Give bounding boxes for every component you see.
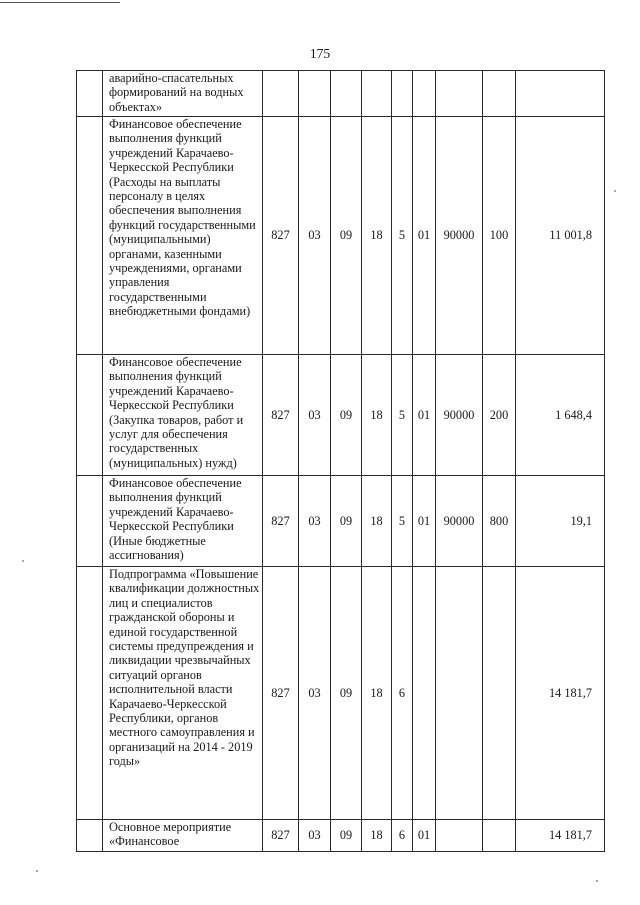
scan-speck — [614, 190, 616, 192]
blank-cell — [77, 820, 103, 852]
subsection-code: 09 — [331, 567, 362, 820]
subsection-code: 09 — [331, 117, 362, 355]
ministry-code: 827 — [263, 820, 299, 852]
blank-cell — [77, 355, 103, 476]
section-code: 03 — [299, 476, 331, 567]
amount: 1 648,4 — [516, 355, 605, 476]
main-event-code: 01 — [413, 476, 436, 567]
table-row — [77, 117, 605, 355]
expense-type-code — [483, 71, 516, 117]
blank-cell — [77, 117, 103, 355]
section-code: 03 — [299, 117, 331, 355]
subsection-code: 09 — [331, 355, 362, 476]
ministry-code — [263, 71, 299, 117]
direction-code: 90000 — [436, 117, 483, 355]
amount: 14 181,7 — [516, 567, 605, 820]
program-code — [362, 71, 392, 117]
direction-code: 90000 — [436, 476, 483, 567]
scan-speck — [22, 560, 24, 562]
table-row — [77, 71, 605, 117]
subprogram-code: 5 — [392, 117, 413, 355]
direction-code — [436, 567, 483, 820]
section-code: 03 — [299, 355, 331, 476]
budget-table — [76, 70, 605, 852]
program-code: 18 — [362, 476, 392, 567]
ministry-code: 827 — [263, 355, 299, 476]
main-event-code — [413, 71, 436, 117]
expense-type-code: 800 — [483, 476, 516, 567]
subsection-code — [331, 71, 362, 117]
amount: 14 181,7 — [516, 820, 605, 852]
table-row — [77, 355, 605, 476]
row-name: Финансовое обеспечение выполнения функций учреждений Карачаево-Черкесской Республики (Иные бюджетные ассигнования) — [103, 476, 263, 567]
row-name: Основное мероприятие «Финансовое — [103, 820, 263, 852]
main-event-code: 01 — [413, 820, 436, 852]
program-code: 18 — [362, 355, 392, 476]
scan-speck — [36, 870, 38, 872]
subprogram-code: 6 — [392, 567, 413, 820]
page-number: 175 — [309, 46, 331, 61]
expense-type-code: 100 — [483, 117, 516, 355]
main-event-code: 01 — [413, 117, 436, 355]
expense-type-code — [483, 567, 516, 820]
section-code: 03 — [299, 820, 331, 852]
subsection-code: 09 — [331, 820, 362, 852]
scan-top-edge-line — [0, 2, 120, 3]
table-row — [77, 820, 605, 852]
program-code: 18 — [362, 567, 392, 820]
ministry-code: 827 — [263, 476, 299, 567]
blank-cell — [77, 567, 103, 820]
scan-speck — [596, 880, 598, 882]
amount: 11 001,8 — [516, 117, 605, 355]
blank-cell — [77, 71, 103, 117]
row-name: аварийно-спасательных формирований на водных объектах» — [103, 71, 263, 117]
expense-type-code — [483, 820, 516, 852]
main-event-code: 01 — [413, 355, 436, 476]
row-name: Подпрограмма «Повышение квалификации должностных лиц и специалистов гражданской обороны и единой государственной системы предупреждения и ликвидации чрезвычайных ситуаций органов исполнительной власти Карачаево-Черкесской Республики, органов местного самоуправления и организаций на 2014 - 2019 годы» — [103, 567, 263, 820]
section-code: 03 — [299, 567, 331, 820]
direction-code — [436, 820, 483, 852]
table-row — [77, 476, 605, 567]
subprogram-code: 6 — [392, 820, 413, 852]
row-name: Финансовое обеспечение выполнения функций учреждений Карачаево-Черкесской Республики (Расходы на выплаты персоналу в целях обеспечения выполнения функций государственными (муниципальными) органами, казенными учреждениями, органами управления государственными внебюджетными фондами) — [103, 117, 263, 355]
subsection-code: 09 — [331, 476, 362, 567]
amount — [516, 71, 605, 117]
direction-code — [436, 71, 483, 117]
subprogram-code: 5 — [392, 355, 413, 476]
subprogram-code — [392, 71, 413, 117]
expense-type-code: 200 — [483, 355, 516, 476]
subprogram-code: 5 — [392, 476, 413, 567]
amount: 19,1 — [516, 476, 605, 567]
program-code: 18 — [362, 117, 392, 355]
table-row — [77, 567, 605, 820]
row-name: Финансовое обеспечение выполнения функций учреждений Карачаево-Черкесской Республики (Закупка товаров, работ и услуг для обеспечения государственных (муниципальных) нужд) — [103, 355, 263, 476]
main-event-code — [413, 567, 436, 820]
ministry-code: 827 — [263, 117, 299, 355]
section-code — [299, 71, 331, 117]
program-code: 18 — [362, 820, 392, 852]
direction-code: 90000 — [436, 355, 483, 476]
blank-cell — [77, 476, 103, 567]
ministry-code: 827 — [263, 567, 299, 820]
